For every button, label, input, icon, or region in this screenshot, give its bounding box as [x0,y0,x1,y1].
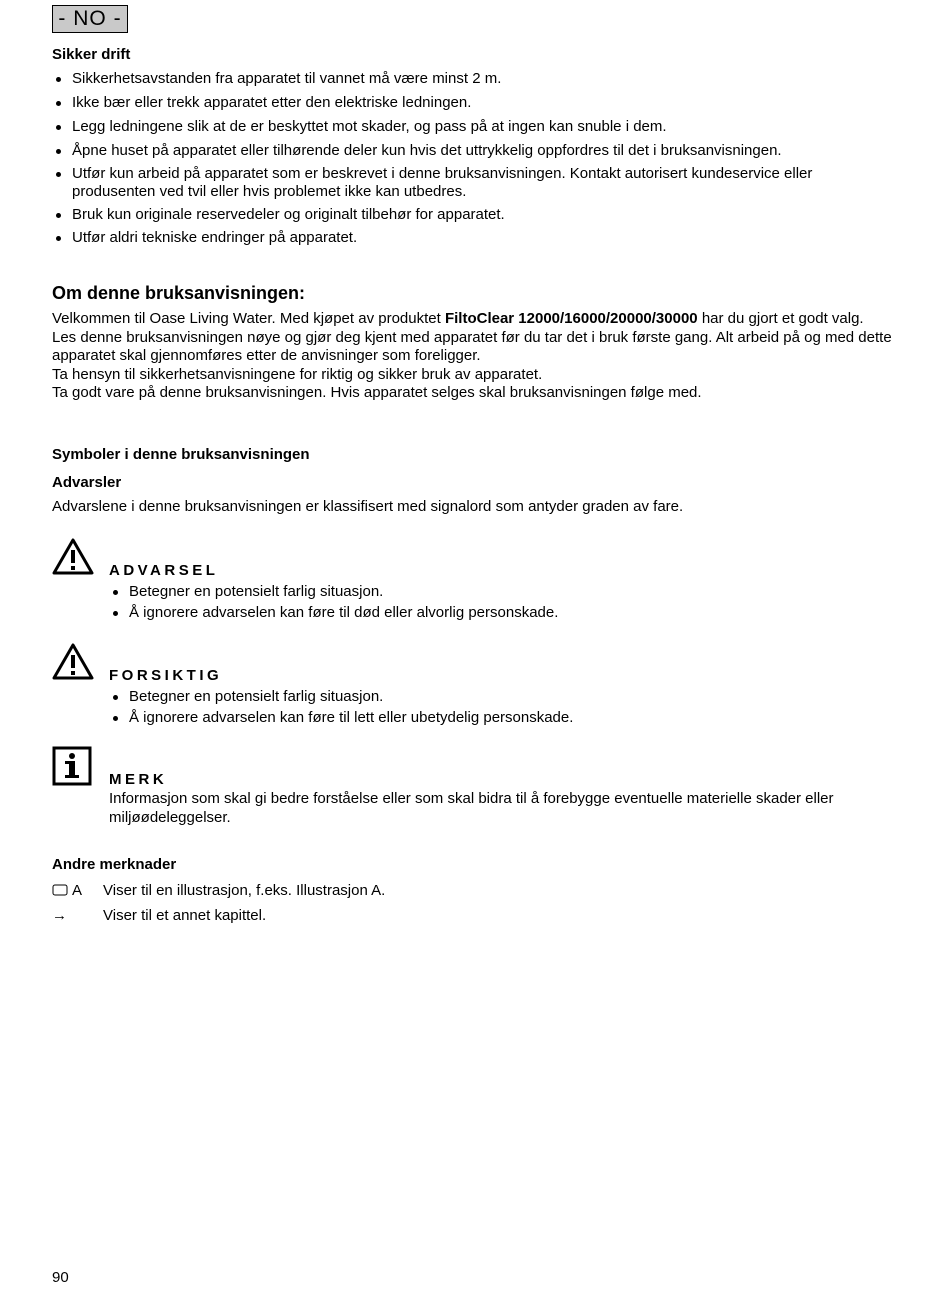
list-item: Legg ledningene slik at de er beskyttet mot skader, og pass på at ingen kan snuble i dem. [52,118,892,136]
signal-word: FORSIKTIG [109,667,223,684]
note-body [109,667,889,727]
warning-triangle-icon [52,538,94,576]
note-list [109,688,889,727]
signal-word: MERK [109,771,168,788]
note-forsiktig [52,643,892,733]
safe-operation-heading: Sikker drift [52,46,131,63]
note-text: Informasjon som skal gi bedre forståelse eller som skal bidra til å forebygge eventuelle materielle skader eller miljøødeleggelser. [109,790,834,826]
symbols-heading: Symboler i denne bruksanvisningen [52,446,310,463]
list-item: Sikkerhetsavstanden fra apparatet til vannet må være minst 2 m. [52,70,892,88]
reference-text: Viser til et annet kapittel. [103,907,267,924]
about-p1-start: Velkommen til Oase Living Water. Med kjøpet av produktet [52,310,445,327]
list-item: Å ignorere advarselen kan føre til død eller alvorlig personskade. [109,604,889,622]
illustration-reference-symbol [52,881,82,901]
about-paragraph-3: Ta hensyn til sikkerhetsanvisningene for riktig og sikker bruk av apparatet. [52,365,543,383]
note-body [109,562,889,622]
list-item: Betegner en potensielt farlig situasjon. [109,583,889,601]
product-name: FiltoClear 12000/16000/20000/30000 [444,310,698,327]
warnings-heading: Advarsler [52,474,122,491]
about-paragraph-2: Les denne bruksanvisningen nøye og gjør deg kjent med apparatet før du tar det i bruk første gang. Alt arbeid på og med dette apparatet skal gjennomføres etter de anvisninger som foreligger. [52,328,892,364]
about-heading: Om denne bruksanvisningen: [52,283,306,303]
list-item: Utfør aldri tekniske endringer på apparatet. [52,229,892,247]
note-merk [52,746,892,836]
reference-row [52,906,892,926]
info-icon [52,746,92,786]
list-item: Åpne huset på apparatet eller tilhørende deler kun hvis det uttrykkelig oppfordres til det i bruksanvisningen. [52,142,892,160]
reference-row [52,881,892,901]
list-item: Betegner en potensielt farlig situasjon. [109,688,889,706]
list-item: Utfør kun arbeid på apparatet som er beskrevet i denne bruksanvisningen. Kontakt autorisert kundeservice eller produsenten ved tvil eller hvis problemet ikke kan utbedres. [52,165,887,201]
page-number: 90 [52,1269,69,1286]
arrow-right-icon: → [52,907,67,924]
about-section [52,283,892,403]
list-item: Ikke bær eller trekk apparatet etter den elektriske ledningen. [52,94,892,112]
warnings-intro: Advarslene i denne bruksanvisningen er klassifisert med signalord som antyder graden av fare. [52,498,684,515]
reference-text: Viser til en illustrasjon, f.eks. Illustrasjon A. [103,882,386,899]
other-notes-heading: Andre merknader [52,856,177,873]
note-list [109,583,889,622]
illustration-letter: A [72,882,83,899]
language-tag: - NO - [52,5,128,33]
list-item: Å ignorere advarselen kan føre til lett eller ubetydelig personskade. [109,709,889,727]
signal-word: ADVARSEL [109,562,219,579]
safe-operation-section [52,46,892,247]
about-paragraph-1 [52,310,892,329]
illustration-frame-icon [52,884,68,896]
about-paragraph-4: Ta godt vare på denne bruksanvisningen. Hvis apparatet selges skal bruksanvisningen følge med. [52,384,702,401]
list-item: Bruk kun originale reservedeler og originalt tilbehør for apparatet. [52,206,892,224]
safe-operation-list [52,70,892,247]
about-p1-end: har du gjort et godt valg. [697,310,864,327]
note-advarsel [52,538,892,628]
note-body [109,771,889,827]
warning-triangle-icon [52,643,94,681]
